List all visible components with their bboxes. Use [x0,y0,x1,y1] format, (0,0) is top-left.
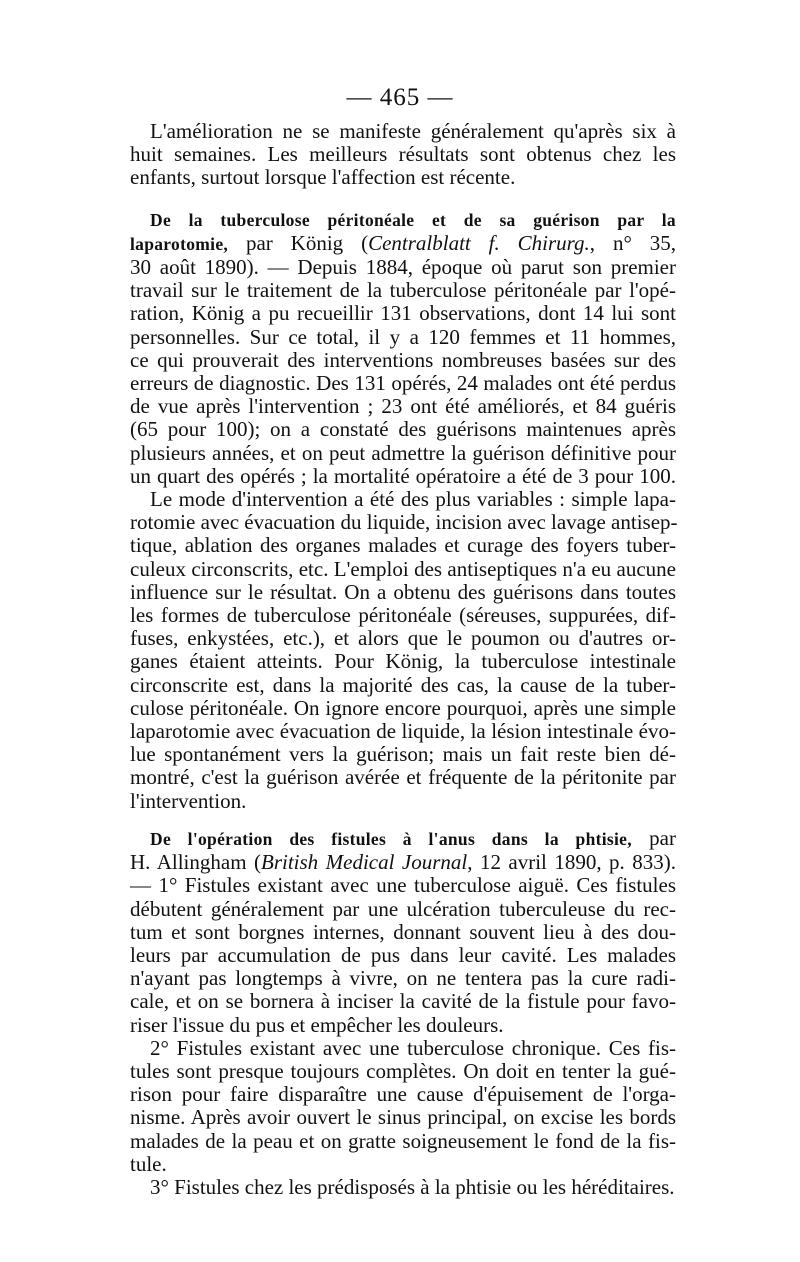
text-line: tules sont presque toujours complètes. On doit en tenter la gué- [130,1058,676,1083]
text-line: tum et sont borgnes internes, donnant souvent lieu à des dou- [130,919,676,944]
text-line: 30 août 1890). — Depuis 1884, époque où parut son premier [130,255,676,280]
text-line: malades de la peau et on gratte soigneusement le fond de la fis- [130,1128,676,1153]
text-line: montré, c'est la guérison avérée et fréquente de la péritonite par [130,765,676,790]
text-line: 2° Fistules existant avec une tuberculose chronique. Ces fis- [150,1035,676,1060]
text-line: Le mode d'intervention a été des plus variables : simple lapa- [150,487,676,512]
heading-text: laparotomie, [130,233,229,254]
paragraph-intro [130,120,676,190]
text-line: lue spontanément vers la guérison; mais un fait reste bien dé- [130,742,676,767]
text-line: plusieurs années, et on peut admettre la guérison définitive pour [130,440,676,465]
text-line: débutent généralement par une ulcération tuberculeuse du rec- [130,896,676,921]
text-line: tique, ablation des organes malades et curage des foyers tuber- [130,533,676,558]
section-heading [130,208,676,232]
text-line: un quart des opérés ; la mortalité opératoire a été de 3 pour 100. [130,463,676,488]
text-line: l'intervention. [130,788,247,813]
text-line: cale, et on se bornera à inciser la cavité de la fistule pour favo- [130,989,676,1014]
text-line: de vue après l'intervention ; 23 ont été améliorés, et 84 guéris [130,394,676,419]
text-line: huit semaines. Les meilleurs résultats sont obtenus chez les [130,142,676,167]
text-line: tule. [130,1151,167,1176]
text-line: L'amélioration ne se manifeste généralement qu'après six à [150,119,676,143]
text-line: les formes de tuberculose péritonéale (séreuses, suppurées, dif- [130,603,676,628]
section-tuberculose-peritoneale [130,208,676,813]
citation-text: , n° 35, [589,230,676,255]
text-line: rotomie avec évacuation du liquide, incision avec lavage antisep- [130,510,678,535]
text-line: n'ayant pas longtemps à vivre, on ne tentera pas la cure radi- [130,966,676,991]
text-line: riser l'issue du pus et empêcher les douleurs. [130,1012,504,1037]
text-line: fuses, enkystées, etc.), et alors que le poumon ou d'autres or- [130,626,676,651]
citation-text: par [631,825,676,850]
text-line: circonscrite est, dans la majorité des cas, la cause de la tuber- [130,672,676,697]
citation-text: par König ( [228,230,369,255]
text-line: (65 pour 100); on a constaté des guérisons maintenues après [130,417,676,442]
page-body [130,120,676,1199]
text-line: culeux circonscrits, etc. L'emploi des antiseptiques n'a eu aucune [130,556,676,581]
journal-title: British Medical Journal [261,850,468,875]
text-line: erreurs de diagnostic. Des 131 opérés, 24 malades ont été perdus [130,371,676,396]
citation-text: , 12 avril 1890, p. 833). [467,850,677,875]
text-line: laparotomie avec évacuation de liquide, la lésion intestinale évo- [130,719,676,744]
journal-title: Centralblatt f. Chirurg. [368,230,590,255]
text-line: culose péritonéale. On ignore encore pourquoi, après une simple [130,695,676,720]
text-line [130,232,676,256]
text-line [130,851,676,874]
section-fistules-anus [130,827,676,1199]
citation-text: H. Allingham ( [130,850,261,875]
text-line: influence sur le résultat. On a obtenu des guérisons dans toutes [130,579,676,604]
text-line: ration, König a pu recueillir 131 observations, dont 14 lui sont [130,301,676,326]
text-line: travail sur le traitement de la tuberculose péritonéale par l'opé- [130,278,676,303]
heading-text: De la tuberculose péritonéale et de sa guérison par la [150,209,676,230]
text-line: ganes étaient atteints. Pour König, la tuberculose intestinale [130,649,676,674]
text-line: leurs par accumulation de pus dans leur cavité. Les malades [130,942,676,967]
text-line: nisme. Après avoir ouvert le sinus principal, on excise les bords [130,1105,676,1130]
page-number: — 465 — [346,84,454,111]
text-line: rison pour faire disparaître une cause d'épuisement de l'orga- [130,1082,676,1107]
section-heading [130,827,676,851]
text-line: ce qui prouverait des interventions nombreuses basées sur des [130,347,676,372]
heading-text: De l'opération des fistules à l'anus dans la phtisie, [150,828,632,849]
text-line: personnelles. Sur ce total, il y a 120 femmes et 11 hommes, [130,324,676,349]
text-line: 3° Fistules chez les prédisposés à la phtisie ou les héréditaires. [150,1174,675,1199]
text-line: enfants, surtout lorsque l'affection est récente. [130,165,516,190]
text-line: — 1° Fistules existant avec une tuberculose aiguë. Ces fistules [130,873,676,898]
